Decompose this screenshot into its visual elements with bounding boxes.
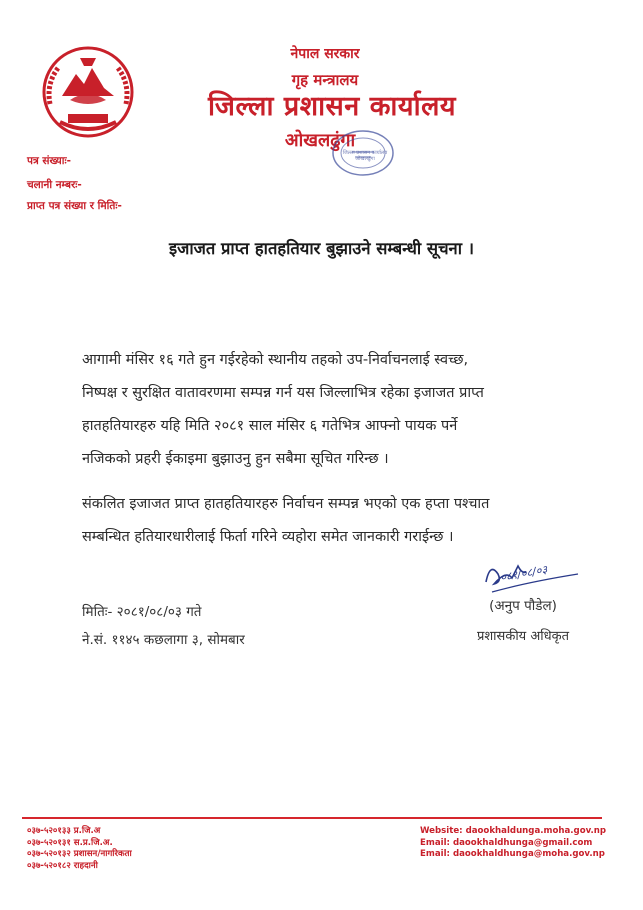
letter-number-label: पत्र संख्याः- — [27, 155, 71, 167]
paragraph-1-line: हातहतियारहरु यहि मिति २०८१ साल मंसिर ६ गतेभित्र आफ्नो पायक पर्ने — [82, 418, 458, 434]
footer-contacts — [420, 826, 606, 861]
phone-number: ०३७-५२०१३१ स.प्र.जि.अ. — [27, 837, 113, 848]
notice-paragraph-2 — [82, 488, 617, 554]
phone-number: ०३७-५२०१३३ प्र.जि.अ — [27, 826, 101, 836]
nepal-sambat-date: ने.सं. ११४५ कछलागा ३, सोमबार — [82, 632, 245, 648]
paragraph-1-line: नजिकको प्रहरी ईकाइमा बुझाउनु हुन सबैमा सूचित गरिन्छ । — [82, 451, 389, 467]
paragraph-2-line: सम्बन्धित हतियारधारीलाई फिर्ता गरिने व्यहोरा समेत जानकारी गराईन्छ । — [82, 529, 454, 545]
government-label: नेपाल सरकार — [290, 46, 360, 62]
ministry-label: गृह मन्त्रालय — [291, 71, 359, 89]
email-link[interactable]: Email: daookhaldhunga@moha.gov.np — [420, 849, 605, 859]
footer-divider — [22, 817, 602, 819]
signatory-name: (अनुप पौडेल) — [489, 598, 557, 614]
paragraph-2-line: संकलित इजाजत प्राप्त हातहतियारहरु निर्वाचन सम्पन्न भएको एक हप्ता पश्चात — [82, 496, 490, 512]
notice-subject: इजाजत प्राप्त हातहतियार बुझाउने सम्बन्धी सूचना । — [169, 239, 474, 258]
notice-paragraph-1 — [82, 344, 617, 476]
paragraph-1-line: आगामी मंसिर १६ गते हुन गईरहेको स्थानीय तहको उप-निर्वाचनलाई स्वच्छ, — [82, 352, 469, 368]
signatory-designation: प्रशासकीय अधिकृत — [476, 629, 570, 644]
dispatch-number-label: चलानी नम्बरः- — [27, 179, 82, 191]
paragraph-1-line: निष्पक्ष र सुरक्षित वातावरणमा सम्पन्न गर्न यस जिल्लाभित्र रहेका इजाजत प्राप्त — [82, 385, 484, 401]
issue-date: मितिः- २०८१/०८/०३ गते — [82, 604, 202, 620]
website-link[interactable]: Website: daookhaldunga.moha.gov.np — [420, 826, 607, 836]
received-letter-label: प्राप्त पत्र संख्या र मितिः- — [27, 200, 122, 212]
footer-phone-list — [27, 826, 132, 872]
signature-date: ०८१/०८/०३ — [499, 562, 549, 585]
phone-number: ०३७-५२०१८२ राहदानी — [27, 860, 98, 871]
office-stamp-text: जिल्ला प्रशासन कार्यालय ओखलढुंगा — [342, 150, 388, 162]
phone-number: ०३७-५२०१३२ प्रशासन/नागरिकता — [27, 849, 132, 859]
email-link[interactable]: Email: daookhaldhunga@gmail.com — [420, 837, 593, 848]
district-label: ओखलढुंगा — [284, 130, 356, 151]
nepal-government-emblem — [40, 44, 136, 140]
office-title: जिल्ला प्रशासन कार्यालय — [207, 91, 457, 122]
